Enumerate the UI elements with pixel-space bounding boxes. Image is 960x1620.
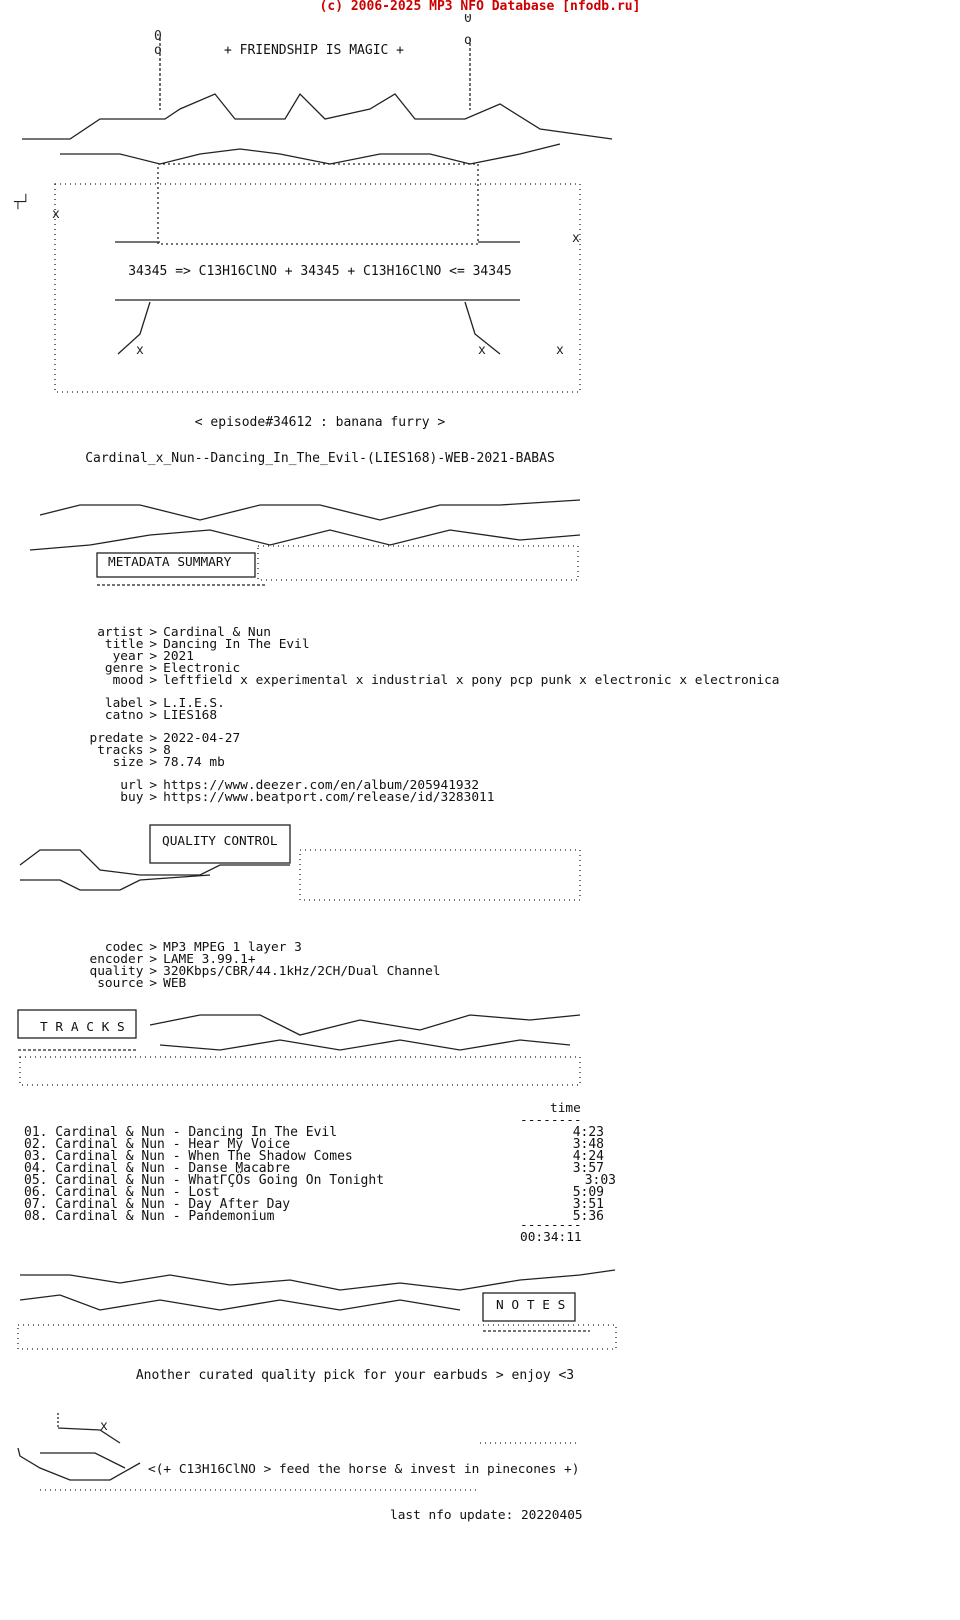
meta-value: Dancing In The Evil: [163, 637, 310, 652]
time-header: time: [550, 1101, 581, 1116]
release-name: Cardinal_x_Nun--Dancing_In_The_Evil-(LIES168)-WEB-2021-BABAS: [85, 451, 555, 466]
track-time: 3:51: [572, 1197, 604, 1212]
site-banner: (c) 2006-2025 MP3 NFO Database [nfodb.ru]: [319, 0, 641, 14]
time-rule-top: --------: [520, 1113, 582, 1128]
svg-text:x: x: [556, 343, 564, 358]
track-time: 3:48: [572, 1137, 604, 1152]
track-time: 3:57: [572, 1161, 604, 1176]
quality-key: codec: [104, 940, 144, 955]
quality-row-encoder: encoder > LAME 3.99.1+: [0, 942, 256, 966]
meta-key: genre: [104, 661, 144, 676]
quality-row-source: source > WEB: [0, 966, 186, 990]
track-title: 03. Cardinal & Nun - When The Shadow Comes: [24, 1149, 353, 1164]
notes-section-title: N O T E S: [496, 1298, 566, 1313]
quality-key: source: [97, 976, 144, 991]
tracklist: [24, 1125, 616, 1224]
track-title: 05. Cardinal & Nun - WhatΓÇÖs Going On Tonight: [24, 1173, 385, 1188]
metadata-ascii-header: [0, 490, 640, 600]
svg-text:x: x: [572, 231, 580, 246]
meta-row-mood: mood > leftfield x experimental x industrial x pony pcp punk x electronic x electronica: [0, 663, 780, 687]
quality-value: 320Kbps/CBR/44.1kHz/2CH/Dual Channel: [163, 964, 441, 979]
quality-section-title: QUALITY CONTROL: [162, 834, 278, 849]
quality-ascii-header: [0, 815, 640, 915]
svg-text:┬┘: ┬┘: [14, 195, 30, 210]
svg-text:x: x: [52, 207, 60, 222]
meta-key: artist: [97, 625, 144, 640]
track-title: 04. Cardinal & Nun - Danse Macabre: [24, 1161, 291, 1176]
slogan: + FRIENDSHIP IS MAGIC +: [223, 43, 404, 58]
meta-value: LIES168: [163, 708, 218, 723]
time-rule-bottom: --------: [520, 1218, 582, 1233]
meta-key: label: [104, 696, 144, 711]
meta-row-title: title > Dancing In The Evil: [0, 627, 310, 651]
meta-row-artist: artist > Cardinal & Nun: [0, 615, 271, 639]
url-link[interactable]: https://www.deezer.com/en/album/205941932: [163, 778, 480, 793]
tracks-ascii-header: [0, 995, 640, 1095]
quality-value: MP3 MPEG 1 layer 3: [163, 940, 302, 955]
meta-row-url: url > https://www.deezer.com/en/album/205941932: [0, 768, 479, 792]
notes-text: Another curated quality pick for your earbuds > enjoy <3: [135, 1368, 575, 1383]
tracks-section-title: T R A C K S: [40, 1020, 125, 1035]
track-time: 5:36: [572, 1209, 604, 1224]
svg-text:x: x: [136, 343, 144, 358]
track-title: 06. Cardinal & Nun - Lost: [24, 1185, 220, 1200]
formula: 34345 => C13H16ClNO + 34345 + C13H16ClNO <= 34345: [128, 264, 512, 279]
meta-row-size: size > 78.74 mb: [0, 745, 225, 769]
meta-key: year: [112, 649, 144, 664]
meta-key: url: [120, 778, 144, 793]
meta-value: 2021: [163, 649, 194, 664]
buy-link[interactable]: https://www.beatport.com/release/id/3283011: [163, 790, 495, 805]
track-title: 01. Cardinal & Nun - Dancing In The Evil: [24, 1125, 338, 1140]
track-time: 5:09: [572, 1185, 604, 1200]
quality-row-quality: quality > 320Kbps/CBR/44.1kHz/2CH/Dual Channel: [0, 954, 441, 978]
svg-text:0: 0: [464, 14, 472, 26]
footer-slogan: <(+ C13H16ClNO > feed the horse & invest in pinecones +): [148, 1462, 580, 1477]
footer-ascii-art: [0, 1408, 640, 1498]
meta-key: title: [104, 637, 144, 652]
quality-value: LAME 3.99.1+: [163, 952, 256, 967]
meta-row-year: year > 2021: [0, 639, 194, 663]
meta-key: mood: [112, 673, 144, 688]
quality-row-codec: codec > MP3 MPEG 1 layer 3: [0, 930, 302, 954]
meta-row-catno: catno > LIES168: [0, 698, 217, 722]
svg-text:x: x: [478, 343, 486, 358]
meta-key: buy: [120, 790, 144, 805]
episode: < episode#34612 : banana furry >: [194, 415, 446, 430]
track-time: 3:03: [584, 1173, 616, 1188]
quality-key: quality: [89, 964, 144, 979]
meta-key: size: [112, 755, 144, 770]
svg-text:x: x: [100, 1419, 108, 1434]
track-time: 4:24: [572, 1149, 604, 1164]
track-time: 4:23: [572, 1125, 604, 1140]
meta-key: catno: [104, 708, 144, 723]
meta-value: 78.74 mb: [163, 755, 225, 770]
pony-ascii-logo: [0, 14, 640, 404]
metadata-section-title: METADATA SUMMARY: [108, 555, 232, 570]
meta-key: tracks: [97, 743, 144, 758]
meta-value: 2022-04-27: [163, 731, 241, 746]
quality-key: encoder: [89, 952, 144, 967]
svg-text:o: o: [154, 43, 162, 58]
svg-text:0: 0: [154, 29, 162, 44]
meta-row-tracks: tracks > 8: [0, 733, 171, 757]
svg-text:o: o: [464, 33, 472, 48]
meta-value: leftfield x experimental x industrial x pony pcp punk x electronic x electronica: [163, 673, 780, 688]
meta-key: predate: [89, 731, 144, 746]
quality-value: WEB: [163, 976, 187, 991]
track-title: 08. Cardinal & Nun - Pandemonium: [24, 1209, 275, 1224]
meta-row-label: label > L.I.E.S.: [0, 686, 225, 710]
meta-row-buy: buy > https://www.beatport.com/release/id/3283011: [0, 780, 494, 804]
meta-row-predate: predate > 2022-04-27: [0, 721, 240, 745]
meta-row-genre: genre > Electronic: [0, 651, 240, 675]
track-title: 07. Cardinal & Nun - Day After Day: [24, 1197, 291, 1212]
meta-value: 8: [163, 743, 171, 758]
meta-value: Electronic: [163, 661, 241, 676]
track-row: [24, 1211, 604, 1223]
total-time: 00:34:11: [520, 1230, 582, 1245]
last-update: last nfo update: 20220405: [390, 1508, 583, 1523]
meta-value: Cardinal & Nun: [163, 625, 272, 640]
track-title: 02. Cardinal & Nun - Hear My Voice: [24, 1137, 291, 1152]
meta-value: L.I.E.S.: [163, 696, 225, 711]
